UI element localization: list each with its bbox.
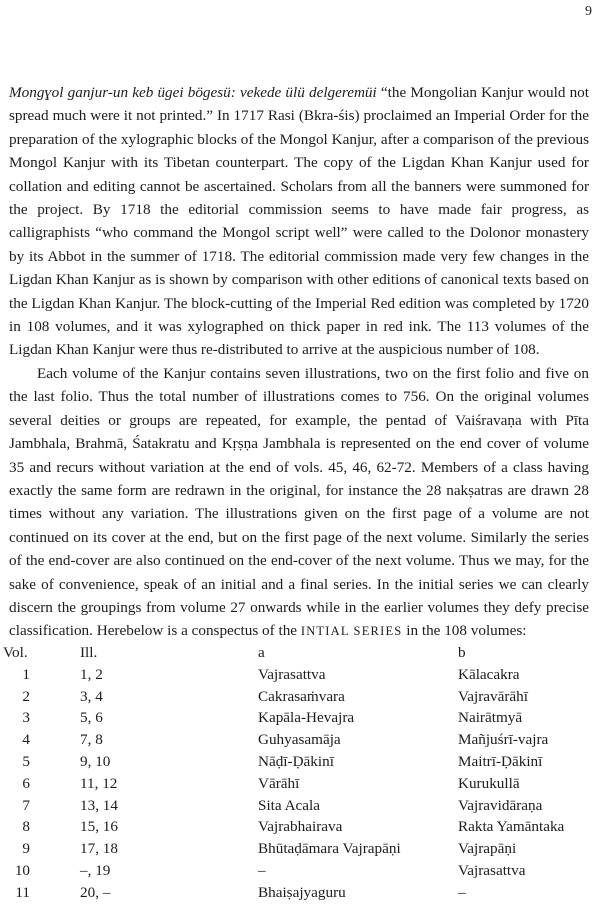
cell-vol: 11 [15,883,30,901]
cell-b: Nairātmyā [458,709,523,727]
cell-b: Rakta Yamāntaka [458,818,565,836]
table-row [6,664,596,686]
header-vol: Vol. [3,644,28,661]
table-row [6,795,596,817]
cell-b: Kurukullā [458,774,520,792]
table-row [6,751,596,773]
table-row [6,882,596,904]
cell-b: Vajravidāraṇa [458,796,543,814]
header-ill: Ill. [80,644,98,661]
cell-a: Vārāhī [258,774,300,792]
cell-a: Sita Acala [258,796,320,814]
cell-ill: 13, 14 [80,796,118,814]
cell-vol: 8 [22,818,30,836]
cell-a: – [258,861,266,879]
cell-vol: 5 [22,752,30,770]
table-row [6,773,596,795]
cell-a: Bhaiṣajyaguru [258,883,346,901]
body-text [9,81,589,644]
cell-ill: 3, 4 [80,687,103,705]
paragraph-1-text: “the Mongolian Kanjur would not spread much were it not printed.” In 1717 Rasi (Bkra-śis) proclaimed an Imperial Order for the preparation of the xylographic blocks of the Mongol Kanjur, after a comparison of the previous Mongol Kanjur with its Tibetan counterpart. The copy of the Ligdan Khan Kanjur used for collation and editing cannot be ascertained. Scholars from all the banners were summoned for the project. By 1718 the editorial commission seems to have made fair progress, as calligraphists “who command the Mongol script well” were called to the Dolonor monastery by its Abbot in the summer of 1718. The editorial commission made very few changes in the Ligdan Khan Kanjur as is shown by comparison with other editions of canonical texts based on the Ligdan Khan Kanjur. The block-cutting of the Imperial Red edition was completed by 1720 in 108 volumes, and it was xylographed on thick paper in red ink. The 113 volumes of the Ligdan Khan Kanjur were thus re-distributed to arrive at the auspicious number of 108. [9,84,589,359]
cell-a: Kapāla-Hevajra [258,709,355,727]
mongol-title: Mongɣol ganjur-un keb ügei bögesü: vekede ülü delgeremüi [9,84,377,101]
paragraph-2 [9,362,589,644]
cell-b: – [458,883,466,901]
cell-a: Vajrasattva [258,665,326,683]
cell-ill: 20, – [80,883,111,901]
cell-b: Vajrapāṇi [458,840,517,858]
cell-ill: 7, 8 [80,731,103,749]
paragraph-2-text: Each volume of the Kanjur contains seven illustrations, two on the first folio and five on the last folio. Thus the total number of illustrations comes to 756. On the original volumes several deities or groups are repeated, for example, the pentad of Vaiśravaṇa with Pīta Jambhala, Brahmā, Śatakratu and Kṛṣṇa Jambhala is represented on the end cover of volume 35 and recurs without variation at the end of vols. 45, 46, 62-72. Members of a class having exactly the same form are redrawn in the original, for instance the 28 nakṣatras are drawn 28 times without any variation. The illustrations given on the first page of a volume are not continued on its cover at the end, but on the first page of the next volume. Similarly the series of the end-cover are also continued on the end-cover of the next volume. Thus we may, for the sake of convenience, speak of an initial and a final series. In the initial series we can clearly discern the groupings from volume 27 onwards while in the earlier volumes they defy precise classification. Herebelow is a conspectus of the [9,364,589,640]
cell-vol: 10 [14,861,30,879]
header-b: b [458,644,466,661]
table-row [6,729,596,751]
series-table [3,642,596,904]
cell-vol: 2 [22,687,30,705]
cell-a: Guhyasamāja [258,731,341,749]
cell-ill: 15, 16 [80,818,118,836]
cell-b: Mañjuśrī-vajra [458,731,549,749]
table-row [6,838,596,860]
cell-vol: 7 [22,796,30,814]
paragraph-1 [9,81,589,362]
cell-ill: 1, 2 [80,665,103,683]
cell-vol: 3 [22,709,30,727]
table-row [6,816,596,838]
cell-b: Vajravārāhī [458,687,528,705]
cell-b: Kālacakra [458,665,520,683]
cell-ill: 17, 18 [80,840,118,858]
cell-vol: 9 [22,840,30,858]
cell-a: Vajrabhairava [258,818,343,836]
header-a: a [258,644,265,661]
cell-vol: 6 [22,774,30,792]
cell-ill: 11, 12 [80,774,118,792]
page-number: 9 [585,4,592,19]
cell-vol: 1 [22,665,30,683]
table-row [6,686,596,708]
cell-a: Nāḍī-Ḍākinī [258,752,334,770]
cell-b: Vajrasattva [458,861,526,879]
cell-a: Bhūtaḍāmara Vajrapāṇi [258,840,401,858]
cell-b: Maitrī-Ḍākinī [458,752,543,770]
cell-vol: 4 [22,731,30,749]
table-header [3,642,596,664]
table-row [6,860,596,882]
cell-ill: 9, 10 [80,752,111,770]
cell-ill: –, 19 [80,861,111,879]
cell-a: Cakrasaṁvara [258,687,345,705]
cell-ill: 5, 6 [80,709,103,727]
table-row [6,707,596,729]
paragraph-2-tail: in the 108 volumes: [402,622,527,640]
initial-series-label: INTIAL SERIES [300,624,403,639]
